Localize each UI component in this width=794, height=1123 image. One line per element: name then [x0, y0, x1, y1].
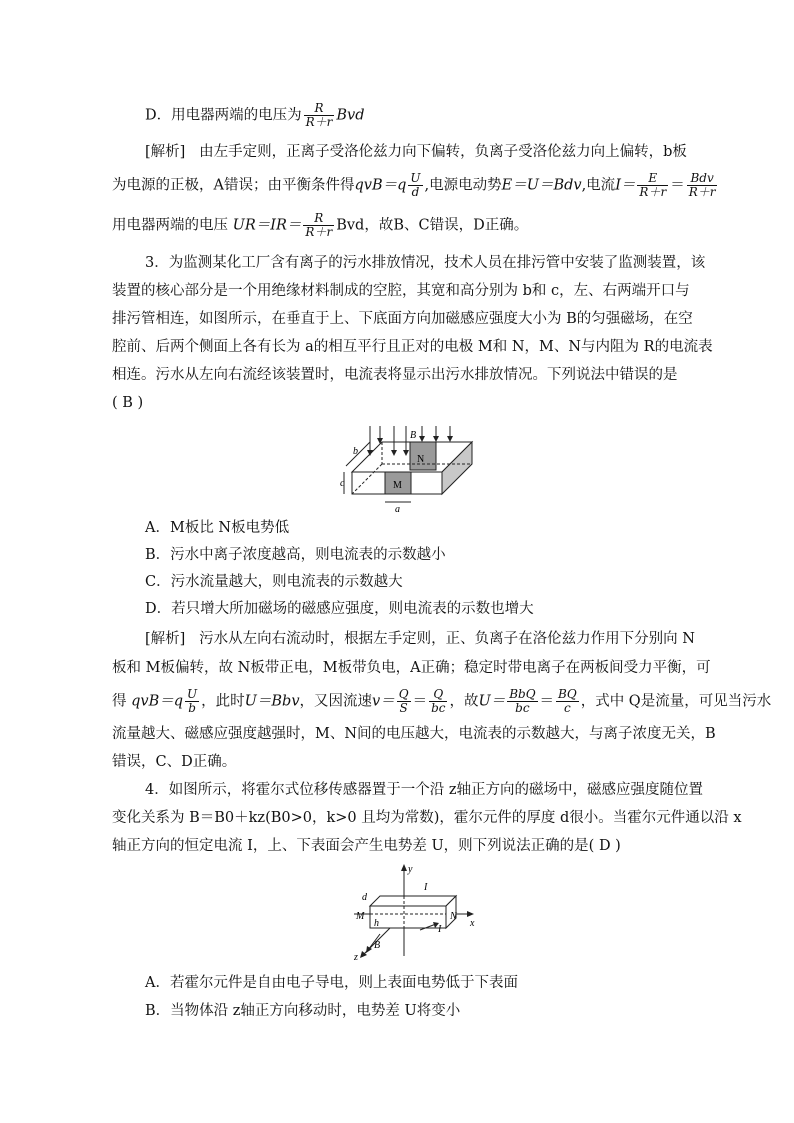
- formula: qvB＝q: [354, 177, 407, 194]
- q2-analysis-line-2: [112, 172, 719, 199]
- q4-stem-line-3: [112, 836, 621, 856]
- analysis-text: 为电源的正极，A错误；由平衡条件得: [112, 177, 355, 194]
- analysis-text: ，又因流速: [299, 693, 373, 710]
- q3-apparatus-figure: [340, 424, 480, 514]
- analysis-text: ,电源电动势: [424, 177, 502, 194]
- analysis-text: 污水从左向右流动时，根据左手定则，正、负离子在洛伦兹力作用下分别向 N: [199, 631, 695, 647]
- label-surface-n: N: [450, 911, 457, 922]
- formula: U＝Bbv: [244, 693, 300, 710]
- label-electrode-m: M: [393, 480, 402, 491]
- formula: ＝: [670, 177, 685, 194]
- q4-option-a: A．若霍尔元件是自由电子导电，则上表面电势低于下表面: [145, 975, 518, 991]
- q2-analysis-line-1: [145, 142, 687, 162]
- q3-stem-line-5: 相连。污水从左向右流经该装置时，电流表将显示出污水排放情况。下列说法中错误的是: [112, 367, 678, 383]
- analysis-text: ,电流: [581, 177, 616, 194]
- formula: I＝: [615, 177, 636, 194]
- analysis-label: [解析]: [145, 144, 186, 160]
- option-d-text: D．用电器两端的电压为: [145, 107, 302, 124]
- fraction: [637, 172, 668, 199]
- label-height-h: h: [374, 918, 379, 929]
- fraction: [429, 688, 447, 715]
- analysis-label: [解析]: [145, 631, 186, 647]
- fraction-num: Q: [429, 688, 447, 702]
- analysis-text: ，式中 Q是流量，可见当污水: [580, 693, 772, 710]
- fraction: [507, 688, 537, 715]
- fraction-den: R＋r: [305, 225, 333, 239]
- analysis-text: 用电器两端的电压: [112, 217, 228, 234]
- fraction-den: c: [564, 701, 571, 715]
- label-thickness-d: d: [362, 892, 367, 903]
- fraction-den: R＋r: [305, 115, 333, 129]
- fraction-num: U: [410, 171, 421, 185]
- fraction: [304, 102, 335, 129]
- fraction-num: R: [303, 212, 334, 226]
- q4-answer: ( D ): [588, 838, 621, 854]
- q3-option-a: A．M板比 N板电势低: [145, 520, 290, 536]
- fraction: [687, 172, 718, 199]
- stem-text: 轴正方向的恒定电流 I，上、下表面会产生电势差 U，则下列说法正确的是: [112, 838, 589, 854]
- analysis-text: ，故: [449, 693, 479, 710]
- q3-stem-line-2: 装置的核心部分是一个用绝缘材料制成的空腔，其宽和高分别为 b和 c，左、右两端开口与: [112, 283, 690, 299]
- q2-option-d: [145, 102, 365, 129]
- analysis-text: 得: [112, 693, 127, 710]
- q3-analysis-line-3: [112, 688, 771, 715]
- analysis-text: Bvd，故B、C错误，D正确。: [336, 217, 529, 234]
- q3-option-b: B．污水中离子浓度越高，则电流表的示数越小: [145, 547, 446, 563]
- q4-option-b: B．当物体沿 z轴正方向移动时，电势差 U将变小: [145, 1003, 461, 1019]
- formula: ＝: [412, 693, 428, 710]
- q3-option-d: D．若只增大所加磁场的磁感应强度，则电流表的示数也增大: [145, 601, 534, 617]
- q3-stem-line-4: 腔前、后两个侧面上各有长为 a的相互平行且正对的电极 M和 N，M、N与内阻为 R的电流表: [112, 339, 713, 355]
- fraction-num: E: [637, 172, 668, 186]
- q3-stem-line-3: 排污管相连，如图所示，在垂直于上、下底面方向加磁感应强度大小为 B的匀强磁场，在空: [112, 311, 693, 327]
- fraction-num: U: [187, 687, 198, 701]
- fraction-den: R＋r: [688, 185, 716, 199]
- q3-analysis-line-1: [145, 629, 695, 649]
- formula: Bvd: [336, 107, 365, 124]
- label-electrode-n: N: [417, 454, 425, 465]
- formula: v＝: [372, 693, 395, 710]
- fraction-den: R＋r: [639, 185, 667, 199]
- analysis-text: ，此时: [201, 693, 245, 710]
- analysis-text: 由左手定则，正离子受洛伦兹力向下偏转，负离子受洛伦兹力向上偏转，b板: [199, 144, 687, 160]
- q4-stem-line-1: 4．如图所示，将霍尔式位移传感器置于一个沿 z轴正方向的磁场中，磁感应强度随位置: [145, 782, 703, 798]
- fraction-num: Bdv: [687, 172, 718, 186]
- formula: qvB＝q: [131, 693, 184, 710]
- fraction-num: BQ: [558, 687, 577, 701]
- fraction: [556, 688, 579, 715]
- formula: U＝: [478, 693, 506, 710]
- fraction: [303, 212, 334, 239]
- label-b-field: B: [374, 940, 381, 951]
- label-current-top: I: [424, 882, 428, 893]
- q3-analysis-line-2: 板和 M板偏转，故 N板带正电，M板带负电，A正确；稳定时带电离子在两板间受力平衡，可: [112, 660, 711, 676]
- label-surface-m: M: [356, 911, 365, 922]
- fraction: [185, 688, 199, 715]
- q3-option-c: C．污水流量越大，则电流表的示数越大: [145, 574, 403, 590]
- formula: ＝: [539, 693, 555, 710]
- label-y-axis: y: [408, 864, 413, 875]
- fraction-den: d: [411, 185, 420, 199]
- fraction-num: Q: [398, 687, 409, 701]
- fraction-num: R: [304, 102, 335, 116]
- fraction-num: BbQ: [509, 687, 536, 701]
- q4-stem-line-2: 变化关系为 B＝B0＋kz(B0>0，k>0 且均为常数)，霍尔元件的厚度 d很小。当霍尔元件通以沿 x: [112, 810, 742, 826]
- fraction: [397, 688, 411, 715]
- fraction: [408, 172, 422, 199]
- label-width-b: b: [353, 446, 358, 457]
- formula: UR＝IR＝: [232, 217, 302, 234]
- fraction-den: S: [399, 701, 408, 715]
- fraction-den: b: [188, 701, 196, 715]
- fraction-den: bc: [515, 701, 530, 715]
- label-length-a: a: [395, 504, 400, 514]
- label-current-arrow: I: [438, 924, 442, 935]
- fraction-den: bc: [431, 701, 446, 715]
- q3-answer: ( B ): [112, 395, 144, 411]
- q4-hall-element-figure: [340, 862, 480, 962]
- q2-analysis-line-3: [112, 212, 528, 239]
- label-x-axis: x: [470, 918, 475, 929]
- q3-analysis-line-5: 错误，C、D正确。: [112, 754, 237, 770]
- formula: E＝U＝Bdv: [501, 177, 582, 194]
- label-z-axis: z: [354, 952, 358, 962]
- q3-stem-line-1: 3．为监测某化工厂含有离子的污水排放情况，技术人员在排污管中安装了监测装置，该: [145, 255, 706, 271]
- label-b-field: B: [410, 430, 417, 441]
- q3-analysis-line-4: 流量越大、磁感应强度越强时，M、N间的电压越大，电流表的示数越大，与离子浓度无关，B: [112, 726, 716, 742]
- label-height-c: c: [340, 478, 345, 489]
